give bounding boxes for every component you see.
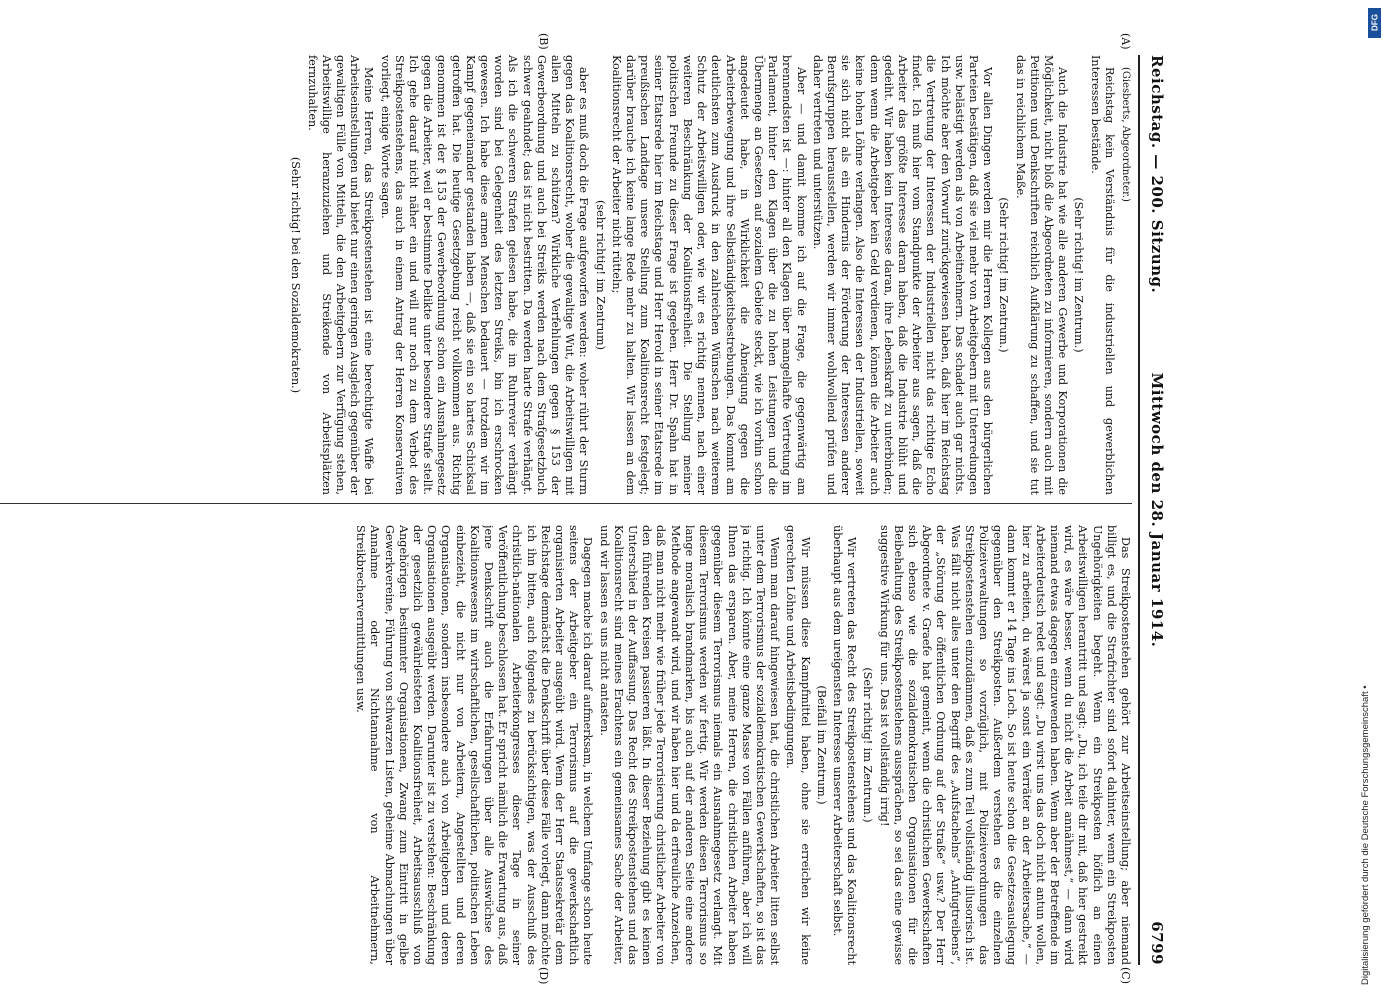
header-page-number: 6799 [1148, 921, 1166, 965]
margin-mark-b: (B) [537, 33, 550, 50]
paragraph: aber es muß doch die Frage aufgeworfen werden: woher rührt der Sturm gegen das Koalitionsrecht, woher die gewaltige Wut, die Arbeitswilligen mit allen Mitteln zu schützen? Wirkliche Verfehlungen gegen § 153 der Gewerbeordnung und auch bei Streiks werden nach dem Strafgesetzbuch schwer geahndet; das ist nicht bestritten. Da werden harte Strafe verhängt. Als ich die schweren Strafen gelesen habe, die im Ruhrrevier verhängt worden sind bei Gelegenheit des letzten Streiks, bin ich erschrocken gewesen. Ich habe diese armen Menschen bedauert — trotzdem wir im Kampf gegeneinander gestanden haben —, daß sie ein so hartes Schicksal getroffen hat. Die heutige Gesetzgebung reicht vollkommen aus. Richtig genommen ist der § 153 der Gewerbeordnung schon ein Ausnahmegesetz gegen die Arbeiter, weil er bestimmte Delikte unter besondere Strafe stellt. Ich gehe darauf nicht näher ein und will nur noch zu dem Verbot des Streikpostenstehens, das auch in einem Antrag der Herren Konservativen vorliegt, einige Worte sagen. [378, 55, 591, 495]
paragraph: Wenn man darauf hingewiesen hat, die christlichen Arbeiter litten selbst unter dem Terrorismus der sozialdemokratischen Gewerkschaften, so ist das ja richtig. Ich könnte eine ganze Masse von Fällen anführen, aber ich will Ihnen das ersparen. Aber, meine Herren, die christlichen Arbeiter haben gegenüber diesem Terrorismus niemals ein Ausnahmegesetz verlangt. Mit diesem Terrorismus werden wir fertig. Wir werden diesen Terrorismus so lange moralisch brandmarken, bis auch auf der anderen Seite eine andere Methode angewandt wird, und wir haben hier und da erfreuliche Anzeichen, daß man nicht mehr wie früher jede Terrorisierung christlicher Arbeiter von den führenden Kreisen passieren läßt. In dieser Beziehung gibt es keinen Unterschied in der Auffassung. Das Recht des Streikpostenstehens und das Koalitionsrecht sind meines Erachtens ein gemeinsames Sache der Arbeiter, und wir lassen es uns nicht antasten. [597, 525, 782, 965]
header-rule [1138, 55, 1140, 965]
digitization-credit: Digitalisierung gefördert durch die Deutsche Forschungsgemeinschaft • [1360, 685, 1371, 985]
paragraph: Meine Herren, das Streikpostenstehen ist eine berechtigte Waffe bei Arbeitseinstellungen und bietet nur einen geringen Ausgleich gegenüber der gewaltigen Fülle von Mitteln, die den Arbeitgebern zur Verfügung stehen, Arbeitswillige heranzuziehen und Streikende von Arbeitsplätzen fernzuhalten. [305, 55, 376, 495]
interjection: (Sehr richtig! im Zentrum.) [861, 667, 875, 823]
right-text-column [0, 525, 1132, 965]
paragraph: Aber — und damit komme ich auf die Frage, die gegenwärtig am brennendsten ist —: hinter all den Klagen über mangelhafte Vertretung im Parlament, hinter den Klagen über die zu hohen Leistungen und die Übermenge an Gesetzen auf sozialem Gebiete steckt, wie ich vorhin schon angedeutet habe, in Wirklichkeit die Abneigung gegen die Arbeiterbewegung und ihre Selbständigkeitsbestrebungen. Das kommt am deutlichsten zum Ausdruck in den zahlreichen Wünschen nach weiterem Schutz der Arbeitswilligen oder, wie wir es richtig nennen, nach einer weiteren Beschränkung der Koalitionsfreiheit. Die Stellung meiner politischen Freunde zu dieser Frage ist gegeben. Herr Dr. Spahn hat in seiner Etatsrede hier im Reichstage und Herr Herold in seiner Etatsrede im preußischen Landtage unsere Stellung zum Koalitionsrecht festgelegt; darüber brauche ich keine lange Rede mehr zu halten. Wir lassen an dem Koalitionsrecht der Arbeiter nicht rütteln; [609, 55, 808, 495]
dfg-logo: DFG [1368, 8, 1381, 38]
header-date: Mittwoch den 28. Januar 1914. [1148, 372, 1166, 648]
left-text-column [0, 55, 1132, 495]
speaker-label: (Giesberts, Abgeordneter.) [1120, 67, 1131, 202]
page-header [1144, 55, 1170, 965]
paragraph: Wir vertreten das Recht des Streikpostenstehens und das Koalitionsrecht überhaupt aus dem ureigensten Interesse unserer Arbeiterschaft selbst. [830, 525, 859, 965]
margin-mark-a: (A) [1119, 33, 1132, 50]
paragraph: Wir müssen diese Kampfmittel haben, ohne sie erreichen wir keine gerechten Löhne und Arbeitsbedingungen. [784, 525, 812, 965]
column-divider [0, 503, 1132, 504]
paragraph: Reichstag kein Verständnis für die industriellen und gewerblichen Interessen bestände. [1088, 55, 1116, 495]
interjection: (sehr richtig! im Zentrum) [593, 200, 607, 350]
header-session: Reichstag. — 200. Sitzung. [1148, 55, 1166, 294]
paragraph: Das Streikpostenstehen gehört zur Arbeitseinstellung; aber niemand billigt es, und die Strafrichter sind sofort dahinter, wenn ein Streikposten Ungehörigkeiten begeht. Wenn ein Streikposten höflich an einen Arbeitswilligen herantritt und sagt: „Du, ich teile dir mit, daß hier gestreikt wird, es wäre besser, wenn du nicht die Arbeit annähmest,“ — dann wird niemand etwas dagegen einzuwenden haben. Wenn aber der Betreffende im Arbeiterdeutsch redet und sagt: „Du wirst uns das doch nicht antun wollen, hier zu arbeiten, du wärest ja sonst ein Verräter an der Arbeitersache,“ — dann kommt er 14 Tage ins Loch. So ist heute schon die Gesetzesauslegung gegenüber den Streikposten. Außerdem verstehen es die einzelnen Polizeiverwaltungen so vorzüglich, mit Polizeiverordnungen das Streikpostenstehen einzudämmen, daß es zum Teil vollständig illusorisch ist. Was fällt nicht alles unter den Begriff des „Aufstachelns“ „Anfugtreibens“, der „Störung der öffentlichen Ordnung auf der Straße“ usw.? Der Herr Abgeordnete v. Graefe hat gemeint, wenn die christlichen Gewerkschaften sich ebenso wie die sozialdemokratischen Organisationen für die Beibehaltung des Streikpostenstehens aussprächen, so sei das eine gewisse suggestive Wirkung für uns. Das ist vollständig irrig! [877, 525, 1132, 965]
newspaper-page [0, 35, 1170, 985]
paragraph: Vor allen Dingen werden mir die Herren Kollegen aus den bürgerlichen Parteien bestätigen, daß sie viel mehr von Arbeitgebern mit Unterredungen usw. belästigt werden als von Arbeitnehmern. Das schadet auch gar nichts. Ich möchte aber den Vorwurf zurückgewiesen haben, daß hier im Reichstag die Vertretung der Interessen der Industriellen nicht das richtige Echo findet. Ich muß hier vom Standpunkte der Arbeiter aus sagen, daß die Arbeiter das größte Interesse daran haben, daß die Industrie blüht und gedeiht. Wir haben kein Interesse daran, ihre Lebenskraft zu unterbinden; denn wenn die Arbeitgeber kein Geld verdienen, können die Arbeiter auch keine hohen Löhne verlangen. Also die Interessen der Industriellen, soweit sie sich nicht als ein Hindernis der Förderung der Interessen anderer Berufsgruppen herausstellen, werden wir immer wohlwollend prüfen und daher vertreten und unterstützen. [810, 55, 995, 495]
margin-mark-c: (C) [1119, 967, 1132, 984]
interjection: (Beifall im Zentrum.) [814, 685, 828, 805]
margin-mark-d: (D) [537, 967, 550, 985]
interjection: (Sehr richtig! bei den Sozialdemokraten.) [289, 156, 303, 394]
interjection: (Sehr richtig! im Zentrum.) [997, 197, 1011, 353]
interjection: (Sehr richtig! im Zentrum.) [1072, 197, 1086, 353]
paragraph: Dagegen mache ich darauf aufmerksam, in welchem Umfange schon heute seitens der Arbeitgeber ein Terrorismus auf die gewerkschaftlich organisierten Arbeiter ausgeübt wird. Wenn der Herr Staatssekretär dem Reichstage demnächst die Denkschrift über diese Fälle vorlegt, dann möchte ich ihn bitten, auch folgendes zu berücksichtigen, was der Ausschuß des christlich-nationalen Arbeiterkongresses dieser Tage in seiner Veröffentlichung beschlossen hat. Er spricht nämlich die Erwartung aus, daß jene Denkschrift auch die Erfahrungen über alle Auswüchse des Koalitionswesens im wirtschaftlichen, gesellschaftlichen, politischen Leben einbezieht, die nicht nur von Arbeitern, Angestellten und deren Organisationen, sondern insbesondere auch von Arbeitgebern und deren Organisationen ausgeübt werden. Darunter ist zu verstehen: Beschränkung der gesetzlich gewährleisteten Koalitionsfreiheit, Arbeitsausschluß von Angehörigen bestimmter Organisationen, Zwang zum Eintritt in gelbe Gewerkvereine, Führung von schwarzen Listen, geheime Abmachungen über Annahme oder Nichtannahme von Arbeitnehmern, Streikbrechervermittlungen usw. [354, 525, 595, 965]
paragraph: Auch die Industrie hat wie alle anderen Gewerbe und Korporationen die Möglichkeit, nicht bloß die Abgeordneten zu informieren, sondern auch mit Petitionen und Denkschriften reichlich Aufklärung zu schaffen, und sie tut das in reichlichem Maße. [1013, 55, 1070, 495]
